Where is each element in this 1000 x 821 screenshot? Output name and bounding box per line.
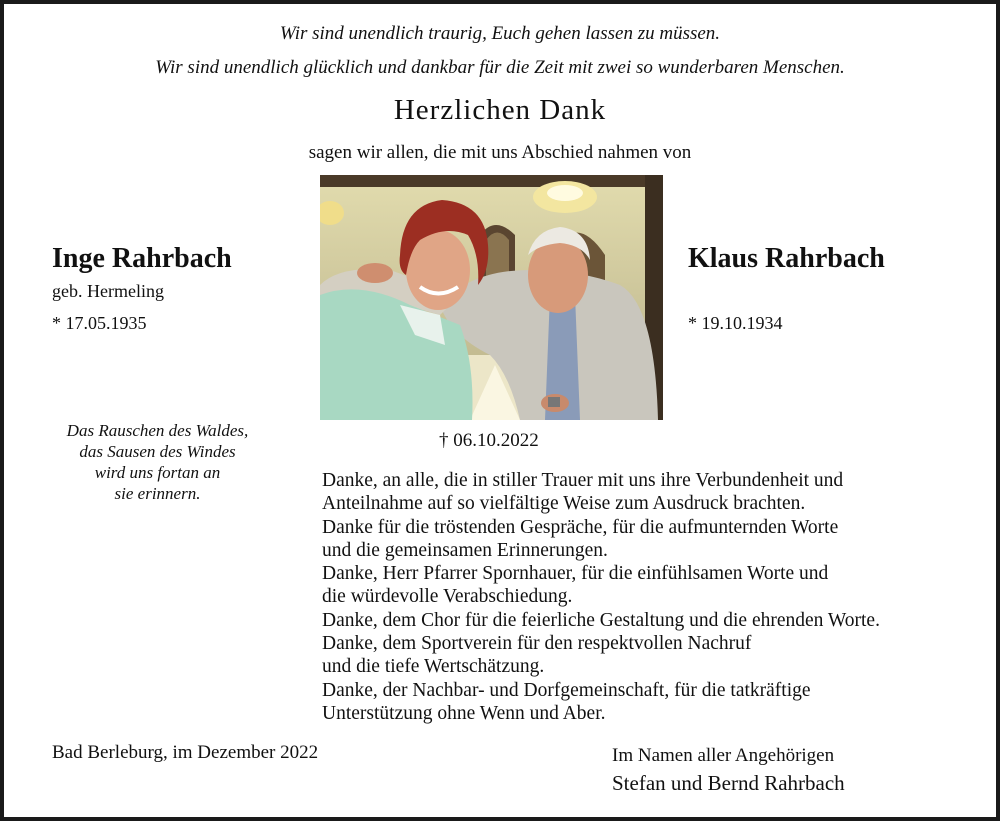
- intro-line-1: Wir sind unendlich traurig, Euch gehen lassen zu müssen.: [279, 23, 721, 44]
- heading: Herzlichen Dank: [393, 94, 607, 126]
- thanks-line: Danke, der Nachbar- und Dorfgemeinschaft, für die tatkräftige: [322, 679, 811, 701]
- thanks-line: Danke, dem Chor für die feierliche Gestaltung und die ehrenden Worte.: [322, 609, 880, 631]
- thanks-line: Anteilnahme auf so vielfältige Weise zum Ausdruck brachten.: [322, 493, 806, 515]
- thanks-line: Danke, dem Sportverein für den respektvollen Nachruf: [322, 633, 752, 655]
- place-date: Bad Berleburg, im Dezember 2022: [52, 742, 319, 763]
- thanks-line: die würdevolle Verabschiedung.: [322, 586, 573, 608]
- poem-line: wird uns fortan an: [94, 463, 221, 482]
- thanks-line: Unterstützung ohne Wenn und Aber.: [322, 702, 606, 724]
- thanks-line: Danke für die tröstenden Gespräche, für die aufmunternden Worte: [322, 516, 839, 538]
- thanks-text: [322, 469, 880, 725]
- couple-photo: [320, 175, 663, 420]
- right-person-name: Klaus Rahrbach: [688, 243, 885, 274]
- thanks-line: Danke, an alle, die in stiller Trauer mit uns ihre Verbundenheit und: [322, 470, 844, 491]
- poem: [40, 420, 275, 504]
- thanks-line: und die tiefe Wertschätzung.: [322, 656, 545, 678]
- left-person-name: Inge Rahrbach: [52, 243, 232, 274]
- signature: Stefan und Bernd Rahrbach: [612, 771, 845, 795]
- left-person-maiden-name: geb. Hermeling: [52, 281, 164, 301]
- right-person-birth-date: * 19.10.1934: [688, 313, 783, 333]
- poem-line: sie erinnern.: [114, 484, 201, 503]
- signature-intro: Im Namen aller Angehörigen: [612, 745, 835, 766]
- poem-line: Das Rauschen des Waldes,: [66, 421, 249, 440]
- intro-line-2: Wir sind unendlich glücklich und dankbar für die Zeit mit zwei so wunderbaren Menschen.: [155, 57, 845, 78]
- thanks-line: und die gemeinsamen Erinnerungen.: [322, 539, 608, 561]
- poem-line: das Sausen des Windes: [79, 442, 236, 461]
- subheading: sagen wir allen, die mit uns Abschied nahmen von: [308, 142, 692, 163]
- death-date: † 06.10.2022: [439, 430, 539, 451]
- left-person-birth-date: * 17.05.1935: [52, 313, 147, 333]
- couple-photo-image: [320, 175, 663, 420]
- thanks-line: Danke, Herr Pfarrer Spornhauer, für die einfühlsamen Worte und: [322, 563, 829, 585]
